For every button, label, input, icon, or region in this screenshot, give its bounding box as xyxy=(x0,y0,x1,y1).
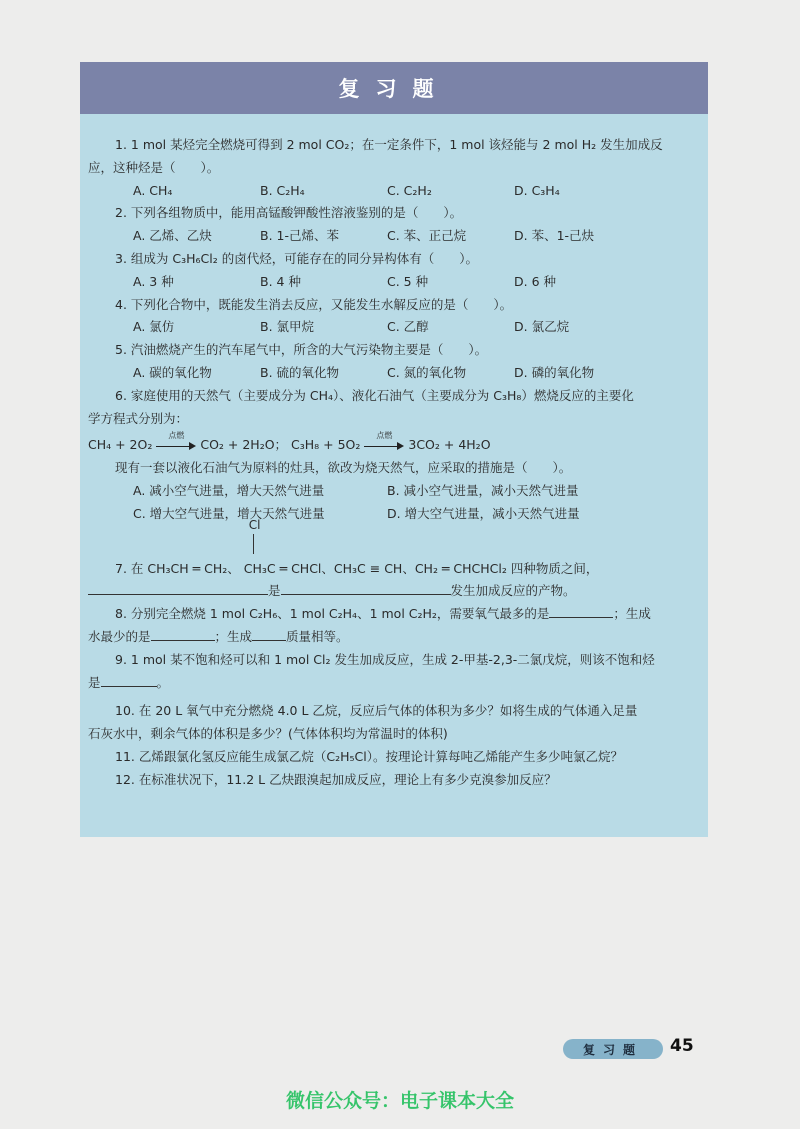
question-6: 6. 家庭使用的天然气（主要成分为 CH₄）、液化石油气（主要成分为 C₃H₈）燃烧反应的主要化 xyxy=(115,387,634,403)
chlorine-label: Cl xyxy=(248,517,261,532)
question-6-options-ab xyxy=(115,480,695,503)
footer-section-label: 复习题 xyxy=(582,1042,643,1057)
question-8-mid: ；生成 xyxy=(214,628,253,644)
question-7 xyxy=(115,517,695,581)
question-7-cont xyxy=(88,580,695,603)
question-11: 11. 乙烯跟氯化氢反应能生成氯乙烷（C₂H₅Cl）。按理论计算每吨乙烯能产生多少吨氯乙烷？ xyxy=(115,748,623,764)
reaction-condition: 点燃 xyxy=(168,430,185,440)
question-1-options xyxy=(115,180,695,203)
question-8-text: 8. 分别完全燃烧 1 mol C₂H₆、1 mol C₂H₄、1 mol C₂H₂，需要氧气最多的是 xyxy=(115,606,550,622)
question-4-options xyxy=(115,316,695,339)
question-3: 3. 组成为 C₃H₆Cl₂ 的卤代烃，可能存在的同分异构体有（ ）。 xyxy=(115,250,478,266)
option-c: C. 增大空气进量，增大天然气进量 xyxy=(133,505,325,521)
question-8-cont-text: 水最少的是 xyxy=(88,628,151,644)
reaction-arrow-2 xyxy=(364,430,404,452)
answer-blank[interactable] xyxy=(101,686,157,687)
reaction-condition: 点燃 xyxy=(376,430,393,440)
question-7-compounds: CH₃C ═ CHCl、CH₃C ≡ CH、CH₂ ═ CHCHCl₂ 四种物质之间， xyxy=(243,560,599,576)
question-5-options xyxy=(115,362,695,385)
combustion-equations xyxy=(88,430,695,457)
question-8-tail2: 质量相等。 xyxy=(286,628,349,644)
option-c: C. 乙醇 xyxy=(387,319,429,335)
option-d: D. 苯、1-己炔 xyxy=(514,228,595,244)
chlorine-bond xyxy=(253,534,254,554)
option-d: D. 氯乙烷 xyxy=(514,319,570,335)
answer-blank[interactable] xyxy=(281,594,451,595)
question-9-end: 。 xyxy=(156,674,170,690)
question-8-cont xyxy=(88,626,695,649)
question-6-text2: 现有一套以液化石油气为原料的灶具，欲改为烧天然气，应采取的措施是（ ）。 xyxy=(115,460,572,476)
option-a: A. 碳的氧化物 xyxy=(133,364,212,380)
question-7-lead: 7. 在 CH₃CH ═ CH₂、 xyxy=(115,560,240,576)
question-12: 12. 在标准状况下，11.2 L 乙炔跟溴起加成反应，理论上有多少克溴参加反应？ xyxy=(115,771,557,787)
reaction-arrow-1 xyxy=(156,430,196,452)
question-8-tail1: ；生成 xyxy=(613,606,651,622)
option-d: D. 磷的氧化物 xyxy=(514,364,595,380)
question-7-is: 是 xyxy=(268,583,281,599)
answer-blank[interactable] xyxy=(88,594,268,595)
option-d: D. 6 种 xyxy=(514,273,556,289)
question-7-tail: 发生加成反应的产物。 xyxy=(450,583,576,599)
option-c: C. C₂H₂ xyxy=(387,182,432,198)
page-number: 45 xyxy=(670,1036,694,1056)
option-a: A. 3 种 xyxy=(133,273,174,289)
option-b: B. 4 种 xyxy=(260,273,301,289)
question-4: 4. 下列化合物中，既能发生消去反应，又能发生水解反应的是（ ）。 xyxy=(115,296,513,312)
option-c: C. 氮的氧化物 xyxy=(387,364,467,380)
option-a: A. 乙烯、乙炔 xyxy=(133,228,212,244)
question-9: 9. 1 mol 某不饱和烃可以和 1 mol Cl₂ 发生加成反应，生成 2-甲基-2,3-二氯戊烷，则该不饱和烃 xyxy=(115,651,655,667)
question-6-options-cd xyxy=(115,503,695,526)
page-title: 复习题 xyxy=(338,77,450,101)
exercise-list xyxy=(88,134,695,792)
equation-1-left: CH₄ + 2O₂ xyxy=(88,437,153,453)
question-1-cont: 应，这种烃是（ ）。 xyxy=(88,159,220,175)
question-9-cont-text: 是 xyxy=(88,674,101,690)
question-3-options xyxy=(115,271,695,294)
option-b: B. 1-己烯、苯 xyxy=(260,228,339,244)
option-b: B. 硫的氧化物 xyxy=(260,364,340,380)
equation-2-left: C₃H₈ + 5O₂ xyxy=(291,437,361,453)
question-10: 10. 在 20 L 氧气中充分燃烧 4.0 L 乙烷，反应后气体的体积为多少？如将生成的气体通入足量 xyxy=(115,703,638,719)
question-2-options xyxy=(115,225,695,248)
equation-2-right: 3CO₂ + 4H₂O xyxy=(408,437,491,453)
question-5: 5. 汽油燃烧产生的汽车尾气中，所含的大气污染物主要是（ ）。 xyxy=(115,342,488,358)
chlorine-substituent xyxy=(243,517,599,581)
question-1: 1. 1 mol 某烃完全燃烧可得到 2 mol CO₂；在一定条件下，1 mol 该烃能与 2 mol H₂ 发生加成反 xyxy=(115,137,663,152)
equation-1-right: CO₂ + 2H₂O； xyxy=(200,437,288,453)
question-10-cont: 石灰水中，剩余气体的体积是多少？(气体体积均为常温时的体积) xyxy=(88,726,448,742)
option-d: D. 增大空气进量，减小天然气进量 xyxy=(387,505,580,521)
option-a: A. 氯仿 xyxy=(133,319,175,335)
option-d: D. C₃H₄ xyxy=(514,182,560,198)
footer-section-tab xyxy=(563,1039,663,1059)
option-c: C. 5 种 xyxy=(387,273,429,289)
watermark: 微信公众号：电子课本大全 xyxy=(285,1090,514,1112)
option-b: B. C₂H₄ xyxy=(260,182,305,198)
question-9-cont xyxy=(88,672,695,695)
question-2: 2. 下列各组物质中，能用高锰酸钾酸性溶液鉴别的是（ ）。 xyxy=(115,205,463,221)
question-6-cont: 学方程式分别为： xyxy=(88,410,189,426)
option-b: B. 减小空气进量，减小天然气进量 xyxy=(387,482,579,498)
header-banner xyxy=(80,62,708,114)
option-c: C. 苯、正己烷 xyxy=(387,228,467,244)
option-a: A. CH₄ xyxy=(133,182,173,198)
answer-blank[interactable] xyxy=(252,640,286,641)
option-b: B. 氯甲烷 xyxy=(260,319,315,335)
answer-blank[interactable] xyxy=(549,617,613,618)
option-a: A. 减小空气进量，增大天然气进量 xyxy=(133,482,325,498)
answer-blank[interactable] xyxy=(151,640,215,641)
question-8 xyxy=(115,603,695,626)
